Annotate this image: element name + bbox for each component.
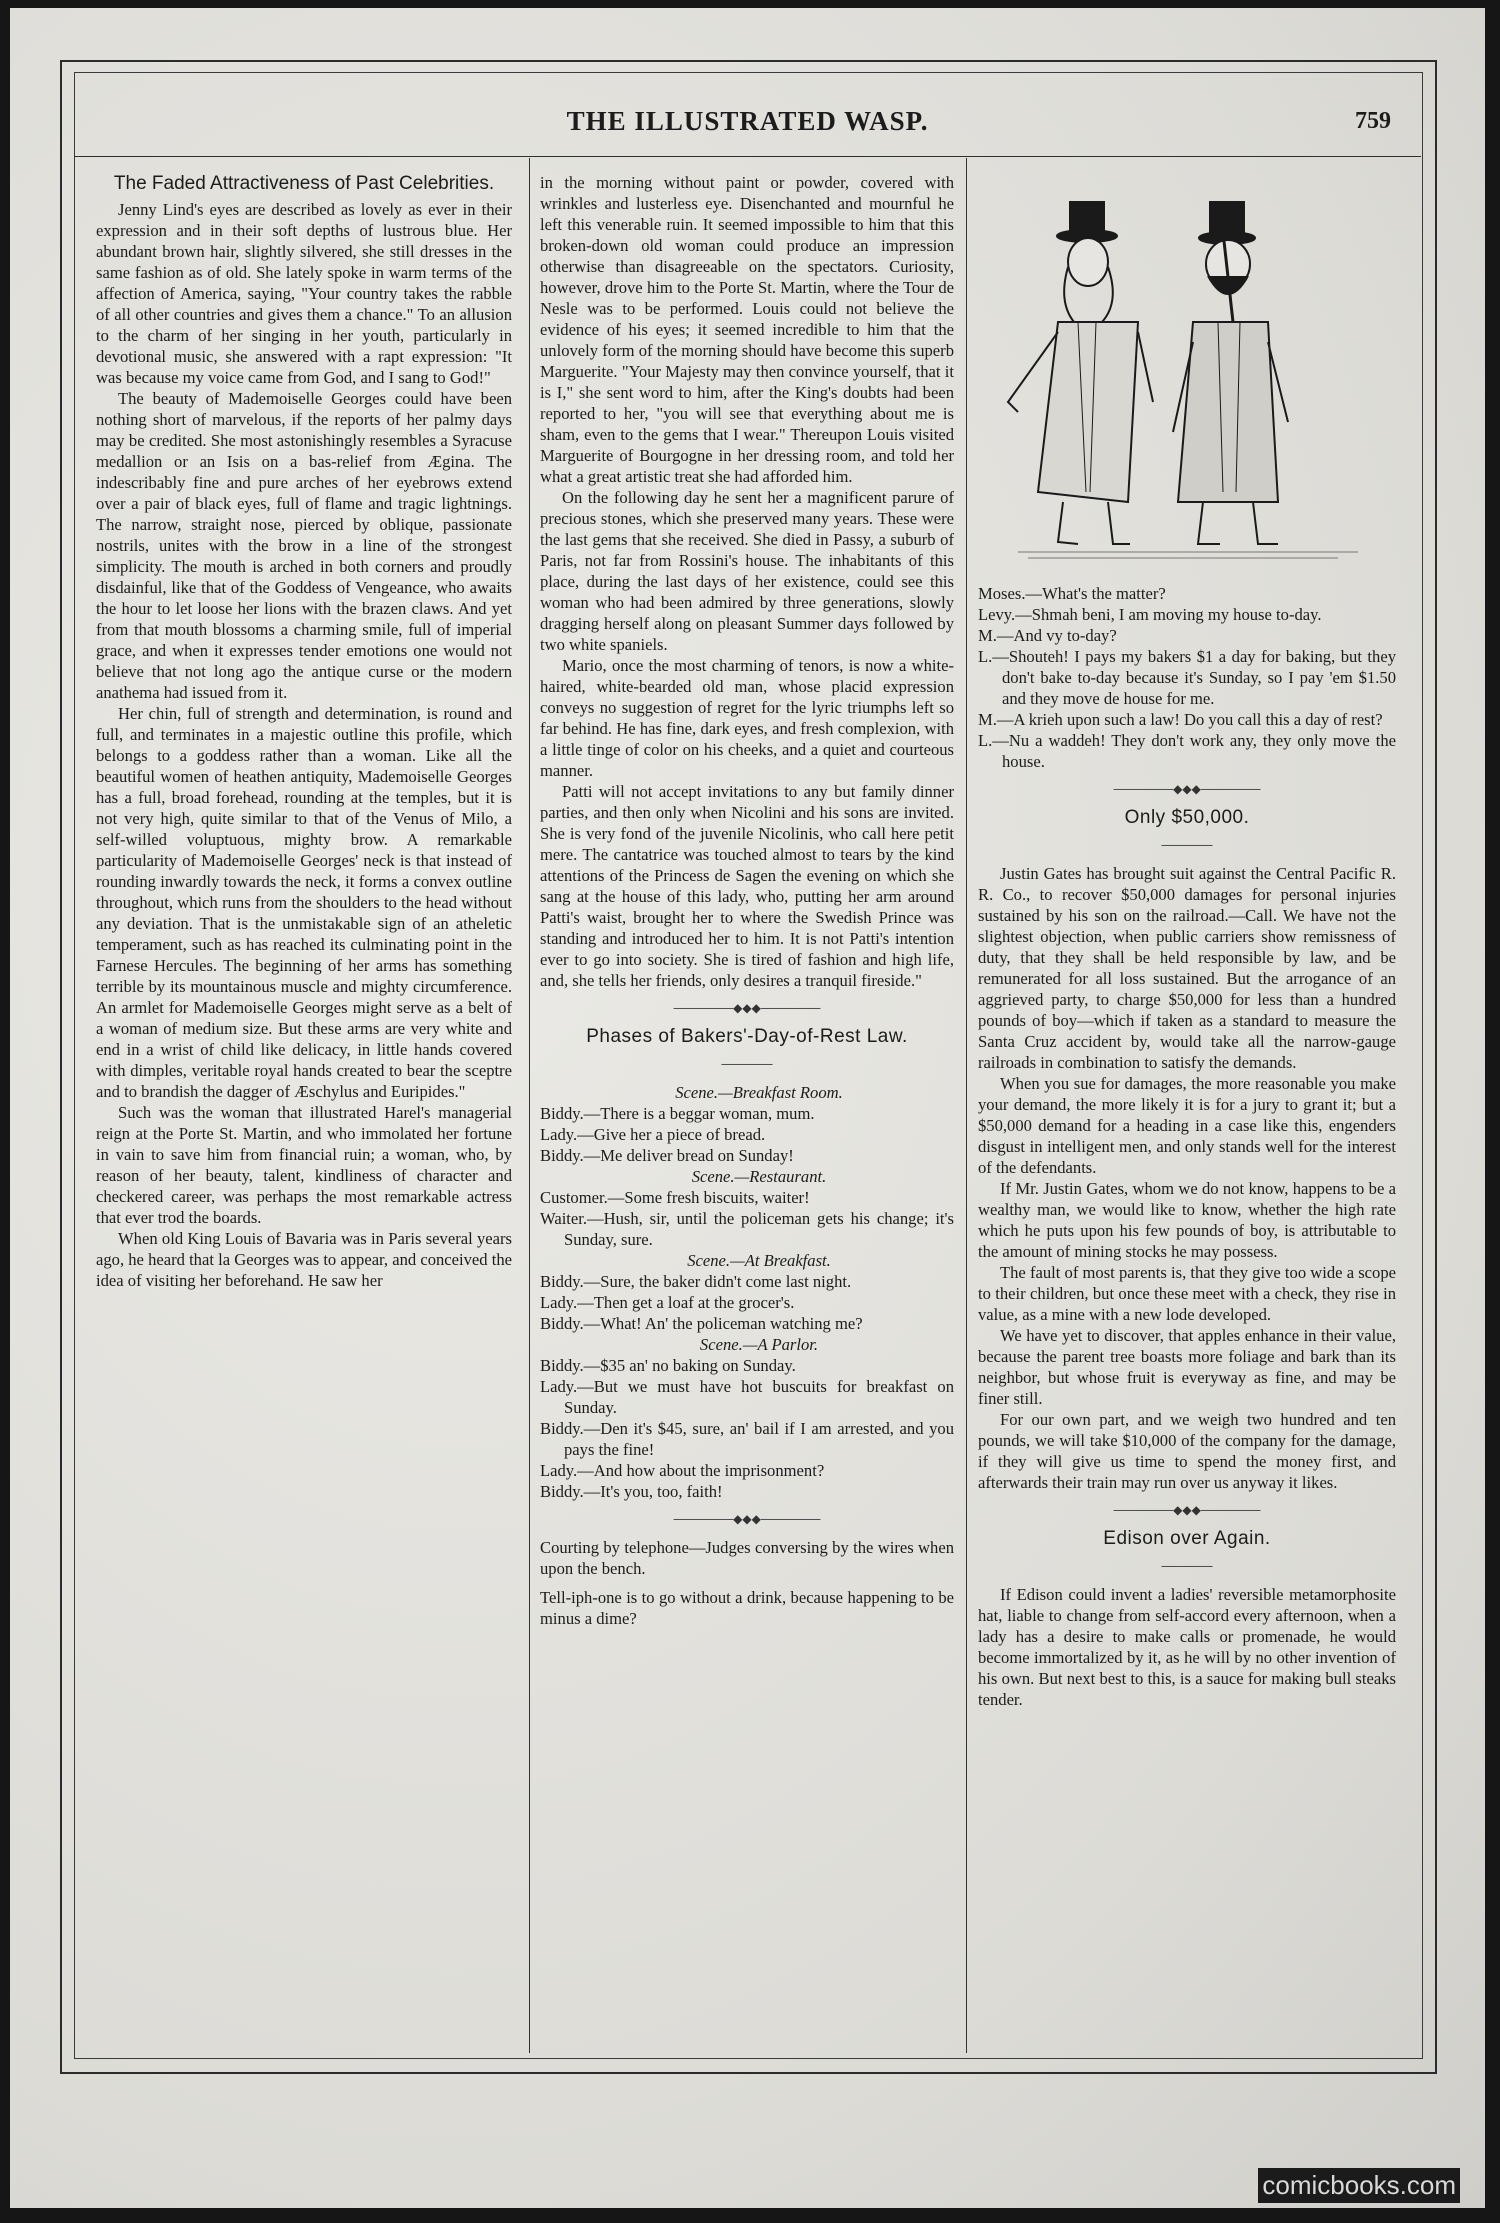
column-1	[96, 172, 512, 2052]
column-2	[540, 172, 954, 2052]
dialogue-line: Biddy.—It's you, too, faith!	[540, 1482, 723, 1501]
paragraph: in the morning without paint or powder, covered with wrinkles and lusterless eye. Disenchanted and mournful he left this venerable ruin. It seemed impossible to him that this broken-down old woman could produce an impression otherwise than disagreeable on the spectators. Curiosity, however, drove him to the Porte St. Martin, where the Tour de Nesle was to be performed. Louis could not believe the evidence of his eyes; it seemed incredible to him that the unlovely form of the morning should have become this superb Marguerite. "Your Majesty may then convince yourself, that it is I," she sent word to him, after the King's doubts had been reported to her, "you will see that everything about me is sham, even to the gems that I wear." Thereupon Louis visited Marguerite of Bourgogne in her dressing room, and told her what a great artistic treat she had afforded him.	[540, 173, 954, 486]
column-rule-2	[966, 158, 967, 2053]
paragraph: On the following day he sent her a magnificent parure of precious stones, which she preserved many years. These were the last gems that she received. She died in Passy, a suburb of Paris, not far from Rossini's house. The inhabitants of this place, during the last days of her existence, could see this woman who had been admired by three generations, slowly dragging herself along on pleasant Summer days followed by two white spaniels.	[540, 488, 954, 654]
column-3	[978, 172, 1396, 2052]
dialogue-line: Lady.—Then get a loaf at the grocer's.	[540, 1293, 795, 1312]
paragraph: Such was the woman that illustrated Harel's managerial reign at the Porte St. Martin, and who immolated her fortune in vain to save him from financial ruin; a woman, who, by reason of her beauty, talent, kindliness of character and checkered career, was perhaps the most remarkable actress that ever trod the boards.	[96, 1103, 512, 1227]
cartoon-caption-dialogue	[978, 583, 1396, 772]
short-rule: ──────	[721, 1057, 773, 1071]
paragraph: Justin Gates has brought suit against the Central Pacific R. R. Co., to recover $50,000 damages for personal injuries sustained by his son on the railroad.—Call. We have not the slightest objection, when public carriers show remissness of duty, that they shall be held responsible by law, and be remunerated for all loss sustained. But the arrogance of an aggrieved party, to charge $50,000 for less than a hundred pounds of boy—which if taken as a standard to measure the Santa Cruz accident by, would take all the narrow-gauge railroads in combination to satisfy the demands.	[978, 864, 1396, 1072]
ornament-divider: ───────◆◆◆───────	[1113, 782, 1261, 796]
scene-heading: Scene.—A Parlor.	[699, 1335, 819, 1354]
dialogue-line: Lady.—But we must have hot buscuits for breakfast on Sunday.	[540, 1377, 954, 1417]
paragraph: The fault of most parents is, that they give too wide a scope to their children, but once these meet with a check, they rise in value, as a mine with a new lode developed.	[978, 1263, 1396, 1324]
page-number: 759	[1355, 108, 1391, 134]
ornament-divider: ───────◆◆◆───────	[673, 1512, 821, 1526]
dialogue-line: M.—And vy to-day?	[978, 626, 1117, 645]
dialogue-line: Moses.—What's the matter?	[978, 584, 1166, 603]
dialogue-line: Biddy.—Me deliver bread on Sunday!	[540, 1146, 794, 1165]
article-title-edison: Edison over Again.	[1103, 1528, 1271, 1549]
dialogue-line: M.—A krieh upon such a law! Do you call this a day of rest?	[978, 710, 1383, 729]
dialogue-line: Waiter.—Hush, sir, until the policeman gets his change; it's Sunday, sure.	[540, 1209, 954, 1249]
paragraph: Courting by telephone—Judges conversing by the wires when upon the bench.	[540, 1538, 954, 1578]
paragraph: For our own part, and we weigh two hundred and ten pounds, we will take $10,000 of the company for the damage, if they will give us time to spend the money first, and afterwards their train may run over us anyway it likes.	[978, 1410, 1396, 1492]
dialogue-line: Lady.—Give her a piece of bread.	[540, 1125, 766, 1144]
dialogue-line: Biddy.—Sure, the baker didn't come last night.	[540, 1272, 852, 1291]
dialogue-block	[540, 1082, 954, 1502]
masthead: THE ILLUSTRATED WASP.	[566, 106, 929, 136]
column-rule-1	[529, 158, 530, 2053]
cartoon-illustration	[978, 172, 1396, 572]
dialogue-line: Biddy.—Den it's $45, sure, an' bail if I am arrested, and you pays the fine!	[540, 1419, 954, 1459]
article-title-bakers-law: Phases of Bakers'-Day-of-Rest Law.	[586, 1026, 908, 1047]
page-header	[74, 72, 1421, 157]
ornament-divider: ───────◆◆◆───────	[673, 1001, 821, 1015]
paragraph: If Edison could invent a ladies' reversible metamorphosite hat, liable to change from self-accord every afternoon, when a lady has a desire to make calls or promenade, he would become immortalized by it, as he will by no other invention of his own. But next best to this, is a sauce for making bull steaks tender.	[978, 1585, 1396, 1709]
scene-heading: Scene.—At Breakfast.	[687, 1251, 831, 1270]
paragraph: The beauty of Mademoiselle Georges could have been nothing short of marvelous, if the reports of her palmy days may be credited. She most astonishingly resembles a Syracuse medallion or an Isis on a bas-relief from Ægina. The indescribably fine and pure arches of her eyebrows extend over a pair of black eyes, full of flame and tragic lightnings. The narrow, straight nose, pierced by oblique, passionate nostrils, unites with the brow in a line of the strongest simplicity. The mouth is arched in both corners and proudly disdainful, like that of the Goddess of Vengeance, who awaits the hour to let loose her lions with the brazen claws. And yet from that mouth blossoms a charming smile, full of imperial grace, and when it expresses tender emotions one would not believe that not long ago the antique curse or the modern anathema had issued from it.	[96, 389, 512, 702]
site-watermark: comicbooks.com	[1258, 2168, 1460, 2203]
paragraph: Patti will not accept invitations to any but family dinner parties, and then only when Nicolini and his sons are invited. She is very fond of the juvenile Nicolinis, who call here petit mere. The cantatrice was touched almost to tears by the kind attentions of the Princess de Sagen the evening on which she sang at the house of this lady, who, putting her arm around Patti's waist, brought her to where the Swedish Prince was standing and introduced her to him. It is not Patti's intention ever to go into society. She is tired of fashion and high life, and, she tells her friends, only desires a tranquil fireside."	[540, 782, 954, 990]
scene-heading: Scene.—Restaurant.	[691, 1167, 827, 1186]
short-rule: ──────	[1161, 1559, 1213, 1573]
dialogue-line: Biddy.—$35 an' no baking on Sunday.	[540, 1356, 796, 1375]
dialogue-line: Biddy.—What! An' the policeman watching me?	[540, 1314, 863, 1333]
paragraph: When old King Louis of Bavaria was in Paris several years ago, he heard that la Georges was to appear, and conceived the idea of visiting her beforehand. He saw her	[96, 1229, 512, 1290]
paragraph: Tell-iph-one is to go without a drink, because happening to be minus a dime?	[540, 1588, 954, 1628]
paragraph: Her chin, full of strength and determination, is round and full, and terminates in a majestic outline this profile, which belongs to a goddess rather than a woman. Like all the beautiful women of heathen antiquity, Mademoiselle Georges has a full, broad forehead, rounding at the temples, but it is not very high, quite similar to that of the Venus of Milo, a self-willed voluptuous, mighty brow. A remarkable particularity of Mademoiselle Georges' neck is that instead of rounding inwardly towards the neck, it forms a convex outline throughout, which runs from the shoulders to the head without any deviation. That is the unmistakable sign of an atheletic temperament, such as has reached its culminating point in the Farnese Hercules. The beginning of her arms has something terrible by its mountainous muscle and mighty circumference. An armlet for Mademoiselle Georges might serve as a belt of a woman of medium size. But these arms are very white and end in a wrist of child like delicacy, in little hands covered with dimples, veritable royal hands created to bear the sceptre and to brandish the dagger of Æschylus and Euripides."	[96, 704, 512, 1101]
ornament-divider: ───────◆◆◆───────	[1113, 1503, 1261, 1517]
dialogue-line: L.—Shouteh! I pays my bakers $1 a day for baking, but they don't bake to-day because it's Sunday, so I pay 'em $1.50 and they move de house for me.	[978, 647, 1396, 708]
paragraph: Mario, once the most charming of tenors, is now a white-haired, white-bearded old man, whose placid expression conveys no suggestion of regret for the lyric triumphs left so far behind. He has fine, dark eyes, and fresh complexion, with a little tinge of color on his cheeks, and a quiet and courteous manner.	[540, 656, 954, 780]
scene-heading: Scene.—Breakfast Room.	[675, 1083, 843, 1102]
dialogue-line: L.—Nu a waddeh! They don't work any, they only move the house.	[978, 731, 1396, 771]
article-title-only-50000: Only $50,000.	[1124, 807, 1250, 828]
newspaper-page	[10, 8, 1485, 2208]
article-title-celebrities: The Faded Attractiveness of Past Celebrities.	[113, 173, 495, 194]
paragraph: When you sue for damages, the more reasonable you make your demand, the more likely it is for a jury to grant it; but a $50,000 demand for a heading in a case like this, engenders disgust in intelligent men, and only stands well for the interest of the defendants.	[978, 1074, 1396, 1177]
paragraph: If Mr. Justin Gates, whom we do not know, happens to be a wealthy man, we would like to know, whether the high rate which he puts upon his few pounds of boy, is attributable to the amount of mining stocks he may possess.	[978, 1179, 1396, 1261]
short-rule: ──────	[1161, 838, 1213, 852]
dialogue-line: Levy.—Shmah beni, I am moving my house to-day.	[978, 605, 1322, 624]
paragraph: Jenny Lind's eyes are described as lovely as ever in their expression and in their soft depths of lustrous blue. Her abundant brown hair, slightly silvered, she still dresses in the same fashion as of old. She lately spoke in warm terms of the affection of America, saying, "Your country takes the rabble of all other countries and gives them a chance." To an allusion to the charm of her singing in her youth, particularly in devotional music, she answered with a rapt expression: "It was because my voice came from God, and I sang to God!"	[96, 200, 512, 387]
dialogue-line: Lady.—And how about the imprisonment?	[540, 1461, 825, 1480]
dialogue-line: Biddy.—There is a beggar woman, mum.	[540, 1104, 815, 1123]
paragraph: We have yet to discover, that apples enhance in their value, because the parent tree boasts more foliage and bark than its neighbor, but whose fruit is everyway as fine, and may be finer still.	[978, 1326, 1396, 1408]
dialogue-line: Customer.—Some fresh biscuits, waiter!	[540, 1188, 810, 1207]
